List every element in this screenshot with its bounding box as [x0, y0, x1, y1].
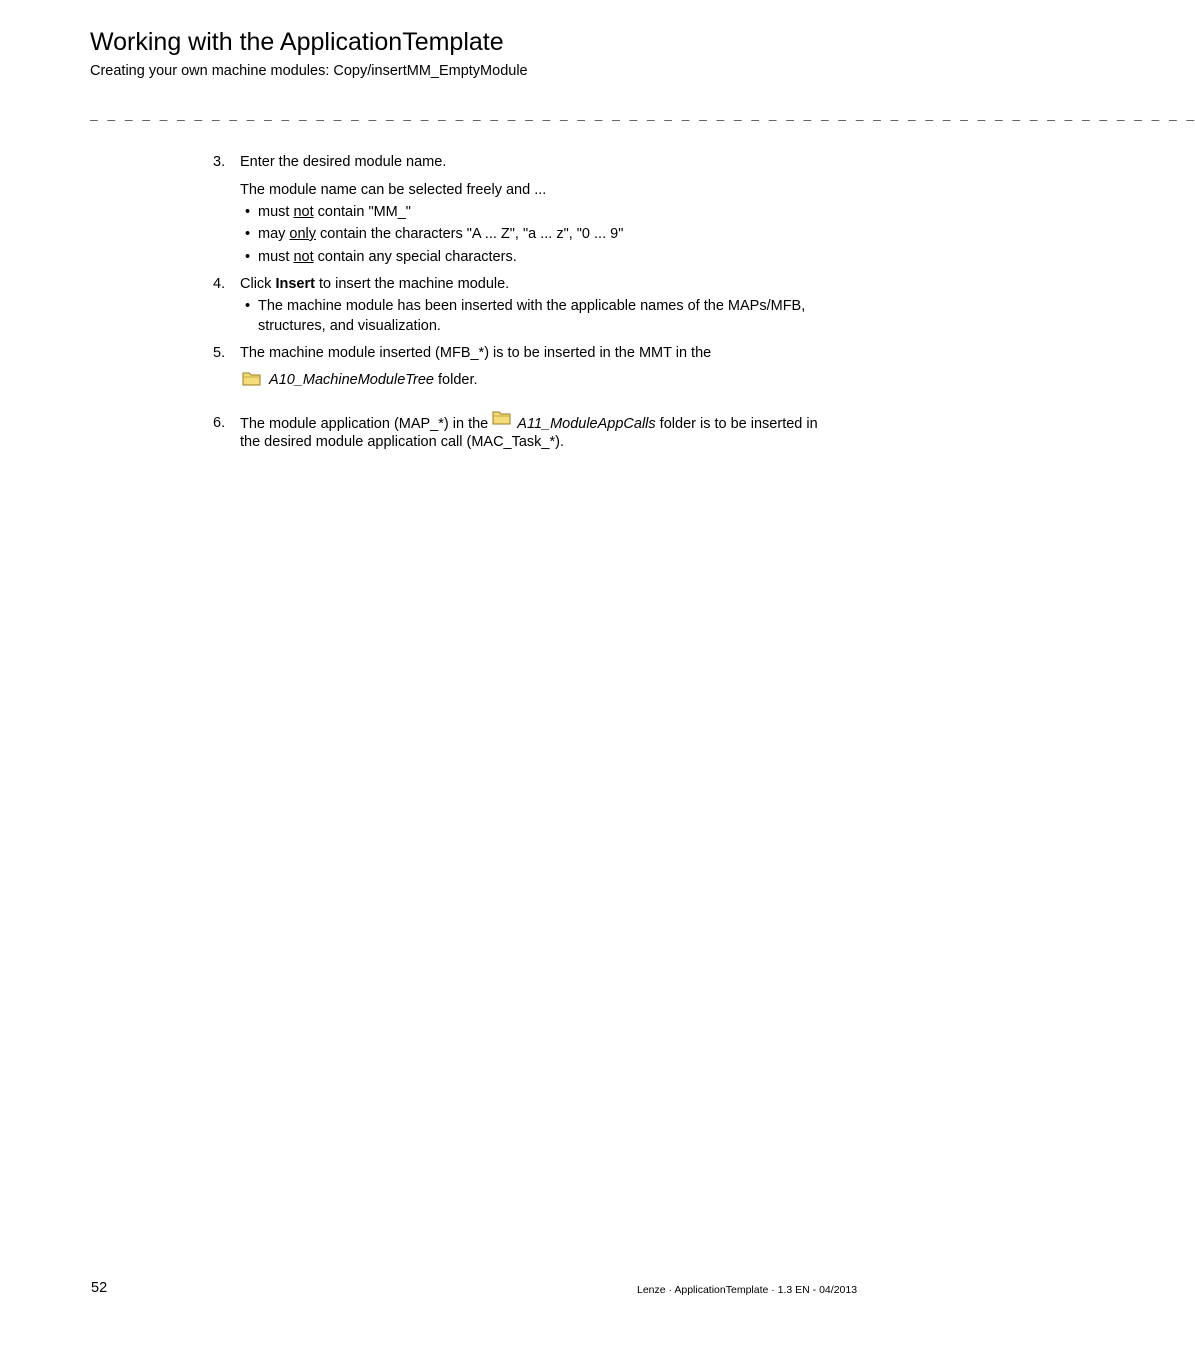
bullet-marker: • — [245, 298, 251, 314]
step-5-text: The machine module inserted (MFB_*) is to be inserted in the MMT in the — [240, 345, 712, 361]
step-5-folder-line: A10_MachineModuleTree folder. — [242, 370, 478, 388]
rule-bullet-3: must not contain any special characters. — [258, 249, 517, 265]
bullet-marker: • — [245, 249, 251, 265]
step-4-number: 4. — [213, 276, 226, 292]
header-divider: _ _ _ _ _ _ _ _ _ _ _ _ _ _ _ _ _ _ _ _ _ _ _ _ _ _ _ _ _ _ _ _ _ _ _ _ _ _ _ _ _ _ _ _ _ _ _ _ _ _ _ _ _ _ _ _ _ _ _ _ _ _ _ _ — [90, 108, 1195, 123]
rule-bullet-1: must not contain "MM_" — [258, 204, 411, 220]
step-3-number: 3. — [213, 154, 226, 170]
page-subtitle: Creating your own machine modules: Copy/insertMM_EmptyModule — [90, 63, 528, 79]
bullet-marker: • — [245, 226, 251, 242]
step-6-number: 6. — [213, 415, 226, 431]
footer-text: Lenze · ApplicationTemplate · 1.3 EN - 04/2013 — [637, 1284, 858, 1296]
step-3-text: Enter the desired module name. — [240, 154, 447, 170]
step-4-text: Click Insert to insert the machine module. — [240, 276, 510, 292]
bullet-marker: • — [245, 204, 251, 220]
folder-icon — [492, 409, 512, 425]
folder-name-a11: A11_ModuleAppCalls — [517, 416, 656, 432]
rule-bullet-2: may only contain the characters "A ... Z", "a ... z", "0 ... 9" — [258, 226, 624, 242]
step-4-result-line-1: The machine module has been inserted with the applicable names of the MAPs/MFB, — [258, 298, 806, 314]
step-5-number: 5. — [213, 345, 226, 361]
folder-name-a10: A10_MachineModuleTree — [269, 372, 434, 388]
step-6-text-line-2: the desired module application call (MAC_Task_*). — [240, 434, 564, 450]
folder-icon — [242, 370, 262, 386]
step-4-result-line-2: structures, and visualization. — [258, 318, 441, 334]
step-3-intro: The module name can be selected freely and ... — [240, 182, 547, 198]
step-6-text: The module application (MAP_*) in the A11_ModuleAppCalls folder is to be inserted in — [240, 409, 818, 432]
page-number: 52 — [91, 1280, 108, 1296]
page-title: Working with the ApplicationTemplate — [90, 28, 504, 56]
